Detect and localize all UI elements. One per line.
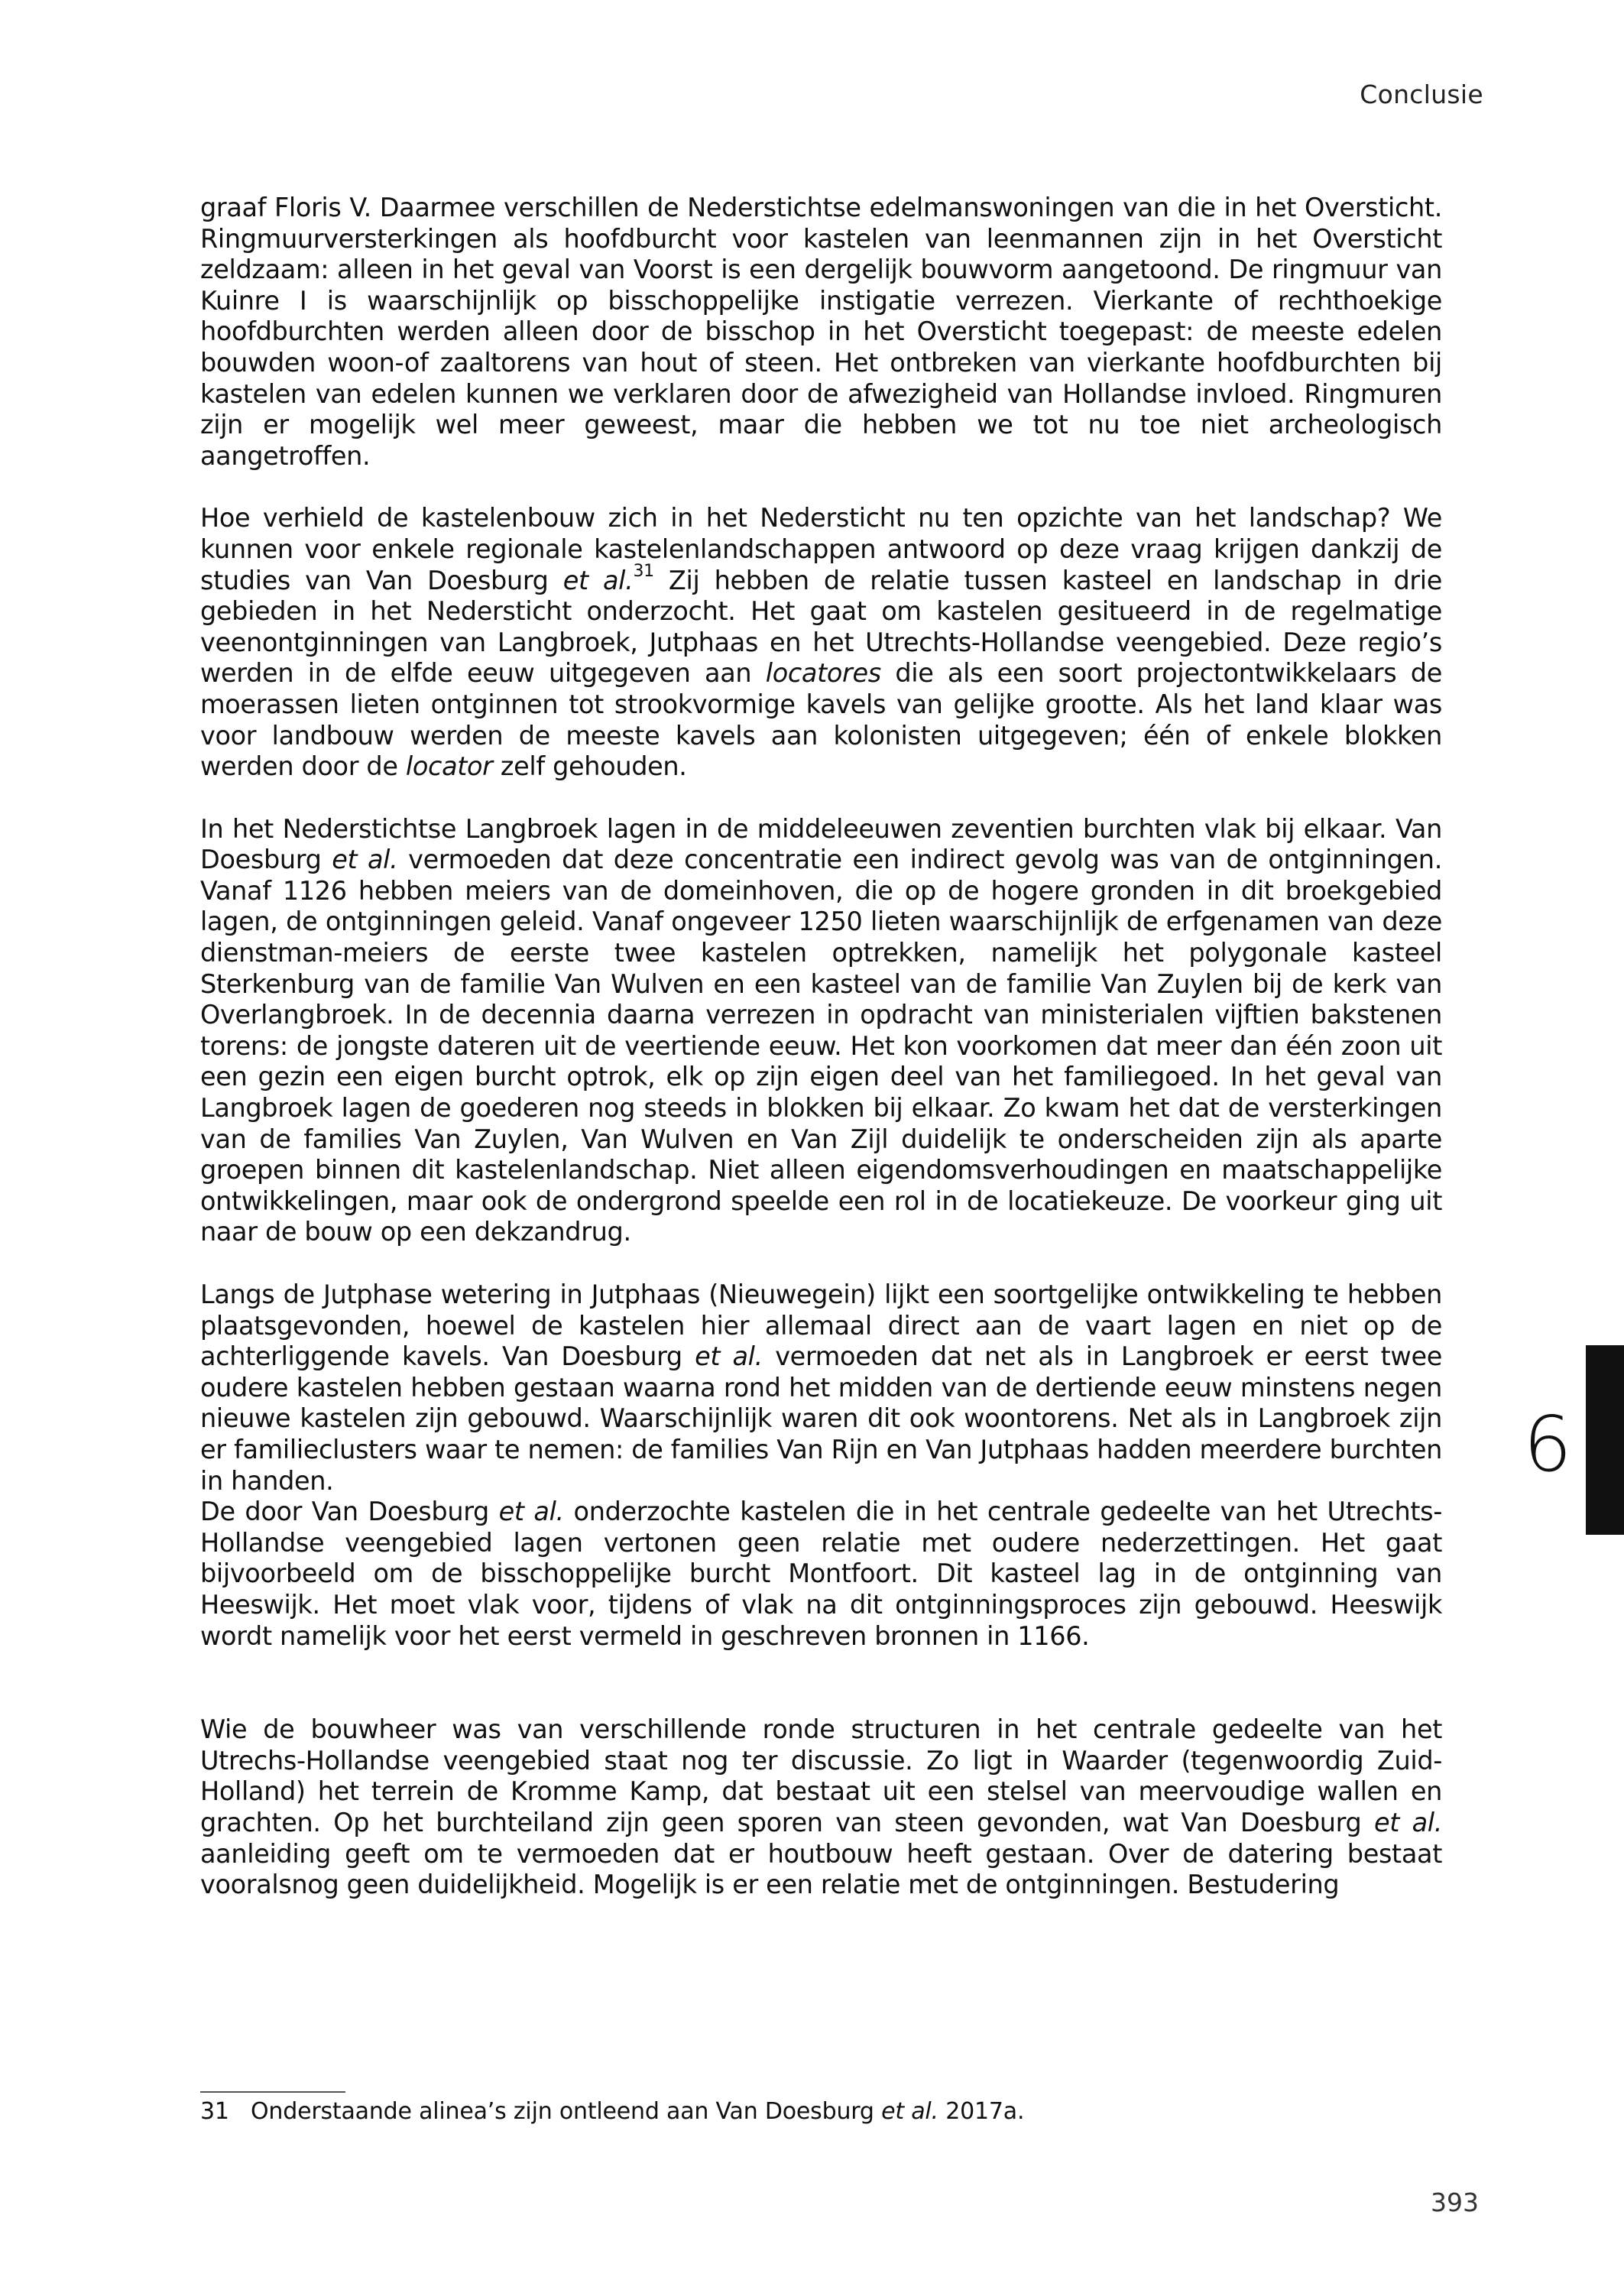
paragraph-2: [200, 503, 1442, 782]
running-title: Conclusie: [1360, 79, 1483, 109]
paragraph-5: [200, 1497, 1442, 1652]
paragraph-3: [200, 814, 1442, 1248]
paragraph-gap: [200, 1248, 1442, 1279]
et-al: et al.: [881, 2098, 938, 2125]
paragraph-2-text: zelf gehouden.: [492, 751, 687, 782]
paragraph-2-text: Hoe verhield de kastelenbouw zich in het Nedersticht nu ten opzichte van het landschap? We kunnen voor enkele regionale kastelenlandschappen antwoord op deze vraag krijgen dankzij de studies van Van Doesburg: [200, 503, 1442, 595]
et-al: et al.: [1373, 1807, 1443, 1837]
paragraph-3-text: vermoeden dat deze concentratie een indirect gevolg was van de ontginningen. Vanaf 1126 hebben meiers van de domeinhoven, die op de hogere gronden in dit broekgebied lagen, de ontginningen geleid. Vanaf ongeveer 1250 lieten waarschijnlijk de erfgenamen van deze dienstman-meiers de eerste twee kastelen optrekken, namelijk het polygonale kasteel Sterkenburg van de familie Van Wulven en een kasteel van de familie Van Zuylen bij de kerk van Overlangbroek. In de decennia daarna verrezen in opdracht van ministerialen vijftien bakstenen torens: de jongste dateren uit de veertiende eeuw. Het kon voorkomen dat meer dan één zoon uit een gezin een eigen burcht optrok, elk op zijn eigen deel van het familiegoed. In het geval van Langbroek lagen de goederen nog steeds in blokken bij elkaar. Zo kwam het dat de versterkingen van de families Van Zuylen, Van Wulven en Van Zijl duidelijk te onderscheiden zijn als aparte groepen binnen dit kastelenlandschap. Niet alleen eigendomsverhoudingen en maatschappelijke ontwikkelingen, maar ook de ondergrond speelde een rol in de locatiekeuze. De voorkeur ging uit naar de bouw op een dekzandrug.: [200, 845, 1442, 1247]
paragraph-5-text: onderzochte kastelen die in het centrale gedeelte van het Utrechts-Hollandse veengebied lagen vertonen geen relatie met oudere nederzettingen. Het gaat bijvoorbeeld om de bisschoppelijke burcht Montfoort. Dit kasteel lag in de ontginning van Heeswijk. Het moet vlak voor, tijdens of vlak na dit ontginningsproces zijn gebouwd. Heeswijk wordt namelijk voor het eerst vermeld in geschreven bronnen in 1166.: [200, 1497, 1443, 1651]
paragraph-2-text: die als een soort projectontwikkelaars de moerassen lieten ontginnen tot strookvormige kavels van gelijke grootte. Als het land klaar was voor landbouw werden de meeste kavels aan kolonisten uitgegeven; één of enkele blokken werden door de: [200, 658, 1442, 782]
footnote-divider: [200, 2091, 345, 2093]
footnote-number: 31: [200, 2098, 229, 2125]
paragraph-gap: [200, 783, 1442, 814]
paragraph-1: graaf Floris V. Daarmee verschillen de Nederstichtse edelmanswoningen van die in het Oversticht. Ringmuurversterkingen als hoofdburcht voor kastelen van leenmannen zijn in het Oversticht zeldzaam: alleen in het geval van Voorst is een dergelijk bouwvorm aangetoond. De ringmuur van Kuinre I is waarschijnlijk op bisschoppelijke instigatie verrezen. Vierkante of rechthoekige hoofdburchten werden alleen door de bisschop in het Oversticht toegepast: de meeste edelen bouwden woon-of zaaltorens van hout of steen. Het ontbreken van vierkante hoofdburchten bij kastelen van edelen kunnen we verklaren door de afwezigheid van Hollandse invloed. Ringmuren zijn er mogelijk wel meer geweest, maar die hebben we tot nu toe niet archeologisch aangetroffen.: [200, 193, 1442, 471]
footnote-text: Onderstaande alinea’s zijn ontleend aan Van Doesburg: [251, 2098, 882, 2125]
term-locatores: locatores: [765, 658, 881, 689]
paragraph-6: [200, 1714, 1442, 1901]
paragraph-6-text: aanleiding geeft om te vermoeden dat er houtbouw heeft gestaan. Over de datering bestaat vooralsnog geen duidelijkheid. Mogelijk is er een relatie met de ontginningen. Bestudering: [200, 1838, 1442, 1900]
footnote-text: 2017a.: [938, 2098, 1025, 2125]
term-locator: locator: [405, 751, 493, 782]
et-al: et al.: [562, 565, 634, 595]
paragraph-5-text: De door Van Doesburg: [200, 1497, 499, 1527]
chapter-thumb-tab: [1586, 1345, 1624, 1535]
page-number: 393: [1431, 2188, 1479, 2217]
paragraph-2-text: Zij hebben de relatie tussen kasteel en landschap in drie gebieden in het Nedersticht onderzocht. Het gaat om kastelen gesitueerd in de regelmatige veenontginningen van Langbroek, Jutphaas en het Utrechts-Hollandse veengebied. Deze regio’s werden in de elfde eeuw uitgegeven aan: [200, 565, 1443, 689]
main-text: [200, 193, 1442, 1901]
paragraph-4-text: vermoeden dat net als in Langbroek er eerst twee oudere kastelen hebben gestaan waarna rond het midden van de dertiende eeuw minstens negen nieuwe kastelen zijn gebouwd. Waarschijnlijk waren dit ook woontorens. Net als in Langbroek zijn er familieclusters waar te nemen: de families Van Rijn en Van Jutphaas hadden meerdere burchten in handen.: [200, 1341, 1443, 1496]
et-al: et al.: [695, 1341, 763, 1372]
chapter-number: 6: [1523, 1399, 1572, 1489]
paragraph-6-text: Wie de bouwheer was van verschillende ronde structuren in het centrale gedeelte van het Utrechs-Hollandse veengebied staat nog ter discussie. Zo ligt in Waarder (tegenwoordig Zuid-Holland) het terrein de Kromme Kamp, dat bestaat uit een stelsel van meervoudige wallen en grachten. Op het burchteiland zijn geen sporen van steen gevonden, wat Van Doesburg: [200, 1714, 1442, 1837]
paragraph-gap: [200, 1652, 1442, 1714]
paragraph-4: [200, 1279, 1442, 1497]
et-al: et al.: [498, 1497, 564, 1527]
paragraph-gap: [200, 472, 1442, 503]
paragraph-4-text: Langs de Jutphase wetering in Jutphaas (Nieuwegein) lijkt een soortgelijke ontwikkeling te hebben plaatsgevonden, hoewel de kastelen hier allemaal direct aan de vaart lagen en niet op de achterliggende kavels. Van Doesburg: [200, 1279, 1442, 1372]
paragraph-3-text: In het Nederstichtse Langbroek lagen in de middeleeuwen zeventien burchten vlak bij elkaar. Van Doesburg: [200, 813, 1442, 875]
et-al: et al.: [332, 845, 398, 875]
footnote-reference[interactable]: 31: [633, 562, 654, 582]
footnote: [200, 2098, 1024, 2126]
